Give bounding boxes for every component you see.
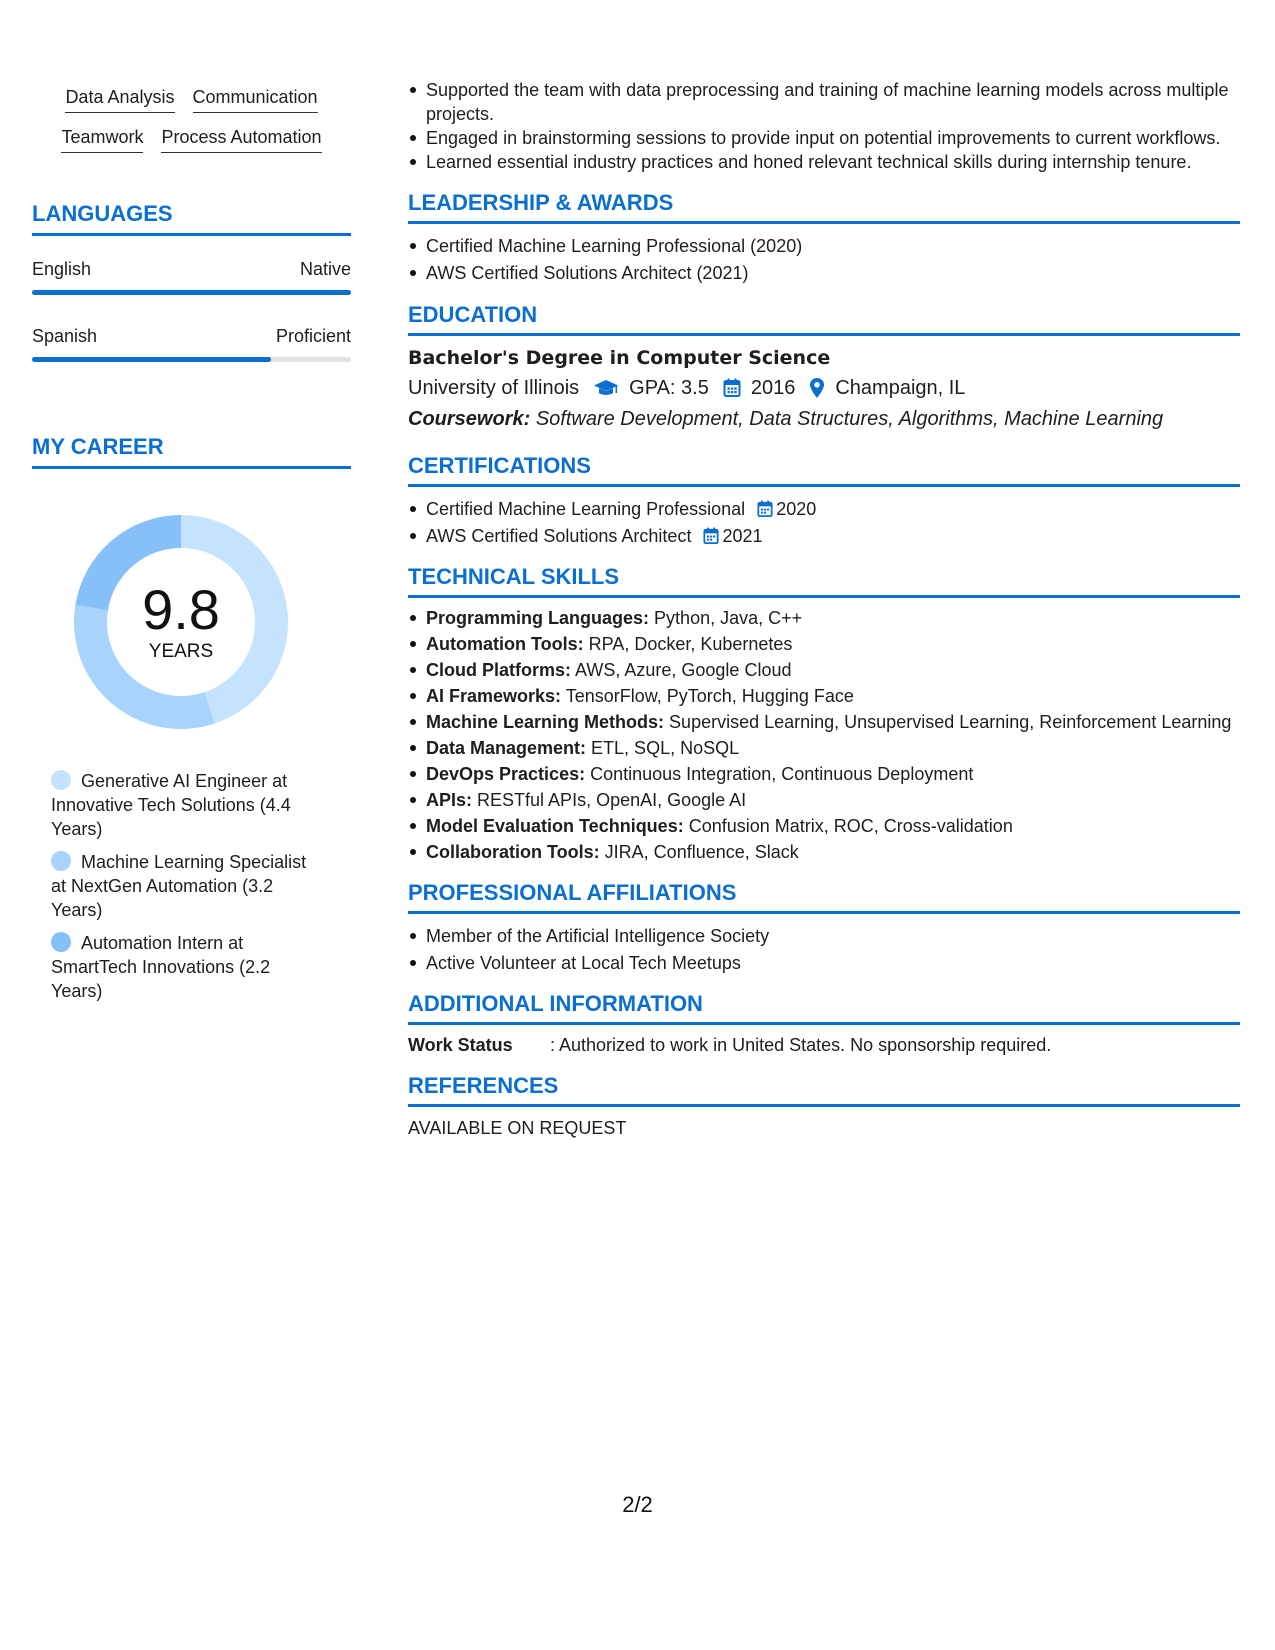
skill-label: Cloud Platforms: xyxy=(426,660,572,680)
language-bar xyxy=(32,357,351,362)
skill-label: DevOps Practices: xyxy=(426,764,586,784)
list-item: AWS Certified Solutions Architect (2021) xyxy=(426,261,1240,285)
language-name: English xyxy=(32,259,92,279)
certifications-list xyxy=(408,497,1240,548)
career-legend-item xyxy=(51,850,312,922)
certification-name: Certified Machine Learning Professional xyxy=(426,499,746,519)
language-bar-fill xyxy=(32,290,351,295)
work-status-label: Work Status xyxy=(408,1035,513,1055)
list-item: Member of the Artificial Intelligence Society xyxy=(426,924,1240,948)
list-item xyxy=(426,497,1240,521)
language-bar xyxy=(32,290,351,295)
skill-label: APIs: xyxy=(426,790,473,810)
list-item xyxy=(426,684,1240,708)
career-legend-item xyxy=(51,769,312,841)
skill-label: Machine Learning Methods: xyxy=(426,712,665,732)
education-heading: EDUCATION xyxy=(408,302,1240,336)
skill-value: Python, Java, C++ xyxy=(654,608,803,628)
education-meta xyxy=(408,374,1240,402)
language-item xyxy=(32,325,351,362)
list-item xyxy=(426,632,1240,656)
coursework xyxy=(408,405,1240,433)
work-status-row xyxy=(408,1033,1240,1057)
list-item xyxy=(426,814,1240,838)
language-item xyxy=(32,258,351,295)
list-item: Learned essential industry practices and honed relevant technical skills during internship tenure. xyxy=(426,150,1240,174)
skill-tag: Data Analysis xyxy=(65,86,174,113)
career-item-label: Generative AI Engineer at Innovative Tech Solutions (4.4 Years) xyxy=(51,771,291,839)
calendar-icon xyxy=(703,527,719,545)
skill-value: Supervised Learning, Unsupervised Learning, Reinforcement Learning xyxy=(669,712,1232,732)
skill-label: Programming Languages: xyxy=(426,608,650,628)
list-item: Engaged in brainstorming sessions to provide input on potential improvements to current workflows. xyxy=(426,126,1240,150)
list-item xyxy=(426,524,1240,548)
skill-value: JIRA, Confluence, Slack xyxy=(604,842,799,862)
certification-year: 2020 xyxy=(776,499,817,519)
certification-name: AWS Certified Solutions Architect xyxy=(426,526,692,546)
career-item-label: Machine Learning Specialist at NextGen Automation (3.2 Years) xyxy=(51,852,307,920)
career-heading: MY CAREER xyxy=(32,434,351,469)
affiliations-list xyxy=(408,924,1240,975)
language-level: Native xyxy=(299,259,351,279)
skill-tag: Process Automation xyxy=(161,126,321,153)
skill-value: TensorFlow, PyTorch, Hugging Face xyxy=(565,686,854,706)
certification-year: 2021 xyxy=(722,526,763,546)
skill-tag: Teamwork xyxy=(61,126,143,153)
leadership-list xyxy=(408,234,1240,285)
legend-dot xyxy=(51,851,71,871)
gpa: GPA: 3.5 xyxy=(629,377,709,399)
skill-tag: Communication xyxy=(193,86,318,113)
work-status-value: : Authorized to work in United States. No sponsorship required. xyxy=(550,1035,1052,1055)
list-item xyxy=(426,736,1240,760)
page-number: 2/2 xyxy=(622,1492,653,1517)
career-legend-item xyxy=(51,931,312,1003)
skill-value: RPA, Docker, Kubernetes xyxy=(588,634,793,654)
legend-dot xyxy=(51,770,71,790)
technical-skills-heading: TECHNICAL SKILLS xyxy=(408,564,1240,598)
right-column xyxy=(408,78,1240,1140)
list-item xyxy=(426,710,1240,734)
list-item xyxy=(426,840,1240,864)
career-total-value: 9.8 xyxy=(142,578,220,641)
career-item-label: Automation Intern at SmartTech Innovations (2.2 Years) xyxy=(51,933,271,1001)
career-donut-chart xyxy=(66,507,296,737)
degree-title: Bachelor's Degree in Computer Science xyxy=(408,347,831,369)
calendar-icon xyxy=(757,500,773,518)
skill-label: Automation Tools: xyxy=(426,634,584,654)
language-name: Spanish xyxy=(32,326,98,346)
language-bar-fill xyxy=(32,357,271,362)
skill-tags xyxy=(32,78,351,153)
map-pin-icon xyxy=(809,377,825,399)
additional-info-heading: ADDITIONAL INFORMATION xyxy=(408,991,1240,1025)
experience-bullets xyxy=(408,78,1240,174)
career-total-unit: YEARS xyxy=(148,641,214,662)
graduation-year: 2016 xyxy=(750,377,796,399)
references-text: AVAILABLE ON REQUEST xyxy=(408,1118,627,1138)
left-column xyxy=(32,78,351,1012)
graduation-cap-icon xyxy=(593,378,619,398)
list-item: Certified Machine Learning Professional (2020) xyxy=(426,234,1240,258)
list-item xyxy=(426,658,1240,682)
technical-skills-list xyxy=(408,606,1240,864)
coursework-value: Software Development, Data Structures, Algorithms, Machine Learning xyxy=(535,408,1164,430)
school-name: University of Illinois xyxy=(408,377,580,399)
skill-value: RESTful APIs, OpenAI, Google AI xyxy=(477,790,747,810)
language-level: Proficient xyxy=(275,326,351,346)
leadership-heading: LEADERSHIP & AWARDS xyxy=(408,190,1240,224)
affiliations-heading: PROFESSIONAL AFFILIATIONS xyxy=(408,880,1240,914)
calendar-icon xyxy=(723,378,741,398)
references-heading: REFERENCES xyxy=(408,1073,1240,1107)
languages-heading: LANGUAGES xyxy=(32,201,351,236)
school-location: Champaign, IL xyxy=(835,377,966,399)
certifications-heading: CERTIFICATIONS xyxy=(408,453,1240,487)
skill-value: Continuous Integration, Continuous Deployment xyxy=(590,764,974,784)
legend-dot xyxy=(51,932,71,952)
skill-label: Model Evaluation Techniques: xyxy=(426,816,684,836)
list-item: Active Volunteer at Local Tech Meetups xyxy=(426,951,1240,975)
skill-label: Collaboration Tools: xyxy=(426,842,600,862)
list-item: Supported the team with data preprocessing and training of machine learning models across multiple projects. xyxy=(426,78,1240,126)
skill-value: Confusion Matrix, ROC, Cross-validation xyxy=(688,816,1013,836)
skill-label: Data Management: xyxy=(426,738,587,758)
skill-label: AI Frameworks: xyxy=(426,686,562,706)
career-legend xyxy=(32,769,312,1003)
list-item xyxy=(426,788,1240,812)
coursework-label: Coursework: xyxy=(408,408,531,430)
list-item xyxy=(426,762,1240,786)
skill-value: AWS, Azure, Google Cloud xyxy=(575,660,792,680)
list-item xyxy=(426,606,1240,630)
skill-value: ETL, SQL, NoSQL xyxy=(591,738,740,758)
